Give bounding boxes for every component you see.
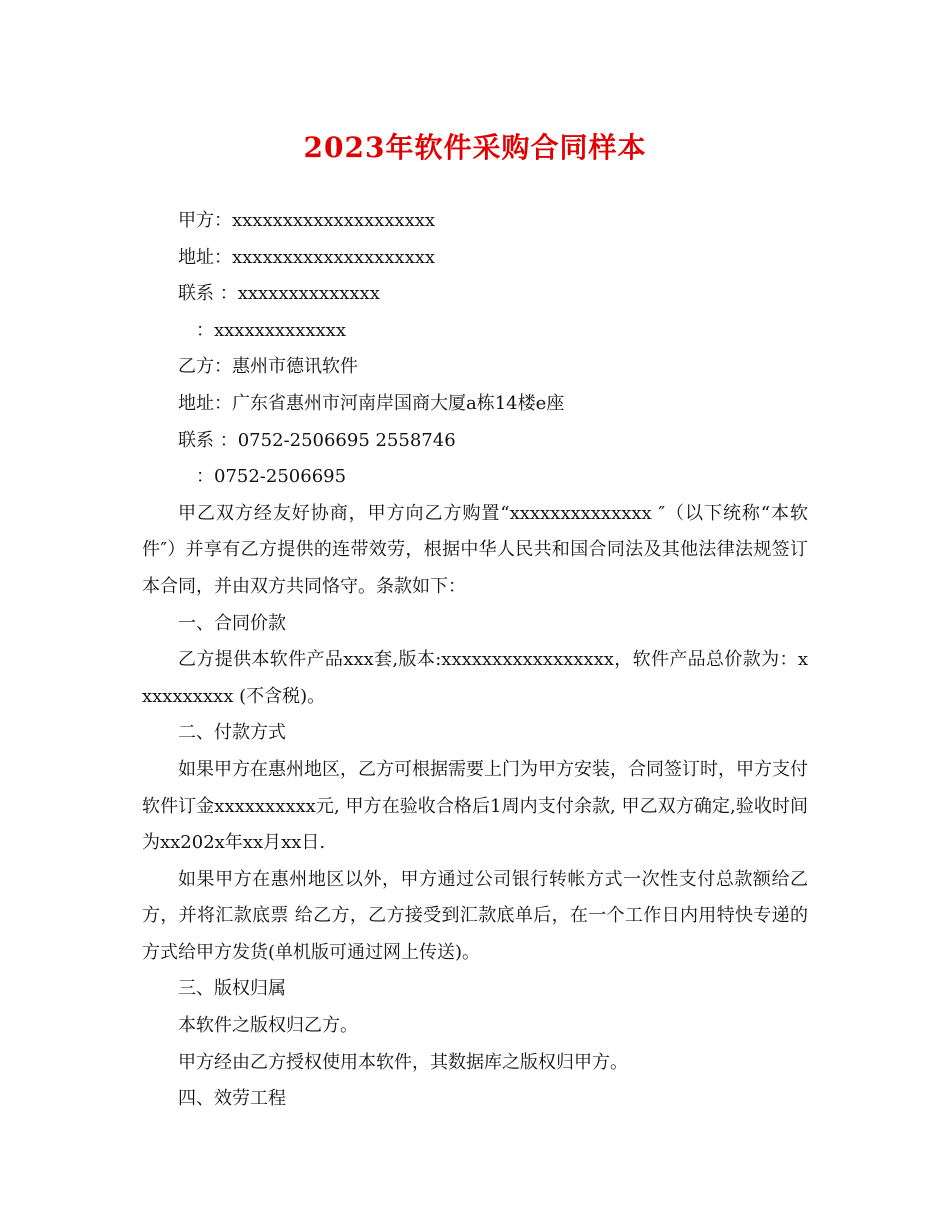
party-a-contact: 联系 ：xxxxxxxxxxxxxx <box>178 283 380 305</box>
section-heading-price: 一、合同价款 <box>178 612 286 634</box>
section-heading-service: 四、效劳工程 <box>178 1088 286 1110</box>
party-b-name: 乙方：惠州市德讯软件 <box>178 356 358 378</box>
document-title: 2023年软件采购合同样本 <box>303 131 647 164</box>
party-b-contact-secondary: ：0752-2506695 <box>196 466 347 488</box>
payment-paragraph-remote: 如果甲方在惠州地区以外，甲方通过公司银行转帐方式一次性支付总款额给乙方，并将汇款底票 给乙方，乙方接受到汇款底单后，在一个工作日内用特快专递的方式给甲方发货(单机版可通过网上传送)。 <box>142 868 808 963</box>
party-a-contact-secondary: ：xxxxxxxxxxxxx <box>196 319 346 341</box>
party-a-address: 地址：xxxxxxxxxxxxxxxxxxxx <box>178 246 436 268</box>
section-heading-copyright: 三、版权归属 <box>178 978 286 1000</box>
intro-paragraph: 甲乙双方经友好协商，甲方向乙方购置“xxxxxxxxxxxxxx ″（以下统称“本软件″）并享有乙方提供的连带效劳，根据中华人民共和国合同法及其他法律法规签订本合同，并由双方共同恪守。条款如下： <box>142 502 808 597</box>
section-heading-payment: 二、付款方式 <box>178 722 286 744</box>
contract-body <box>142 203 808 1118</box>
party-a-name: 甲方：xxxxxxxxxxxxxxxxxxxx <box>178 210 436 231</box>
copyright-paragraph-database: 甲方经由乙方授权使用本软件，其数据库之版权归甲方。 <box>178 1051 628 1073</box>
price-paragraph: 乙方提供本软件产品xxx套,版本:xxxxxxxxxxxxxxxxx，软件产品总价款为：xxxxxxxxxx (不含税)。 <box>142 649 808 707</box>
party-b-address: 地址：广东省惠州市河南岸国商大厦a栋14楼e座 <box>178 392 565 414</box>
party-b-contact: 联系 ：0752-2506695 2558746 <box>178 429 456 451</box>
copyright-paragraph-software: 本软件之版权归乙方。 <box>178 1015 358 1037</box>
payment-paragraph-local: 如果甲方在惠州地区，乙方可根据需要上门为甲方安装，合同签订时，甲方支付软件订金xxxxxxxxxx元, 甲方在验收合格后1周内支付余款, 甲乙双方确定,验收时间为xx202x年xx月xx日. <box>142 758 808 854</box>
